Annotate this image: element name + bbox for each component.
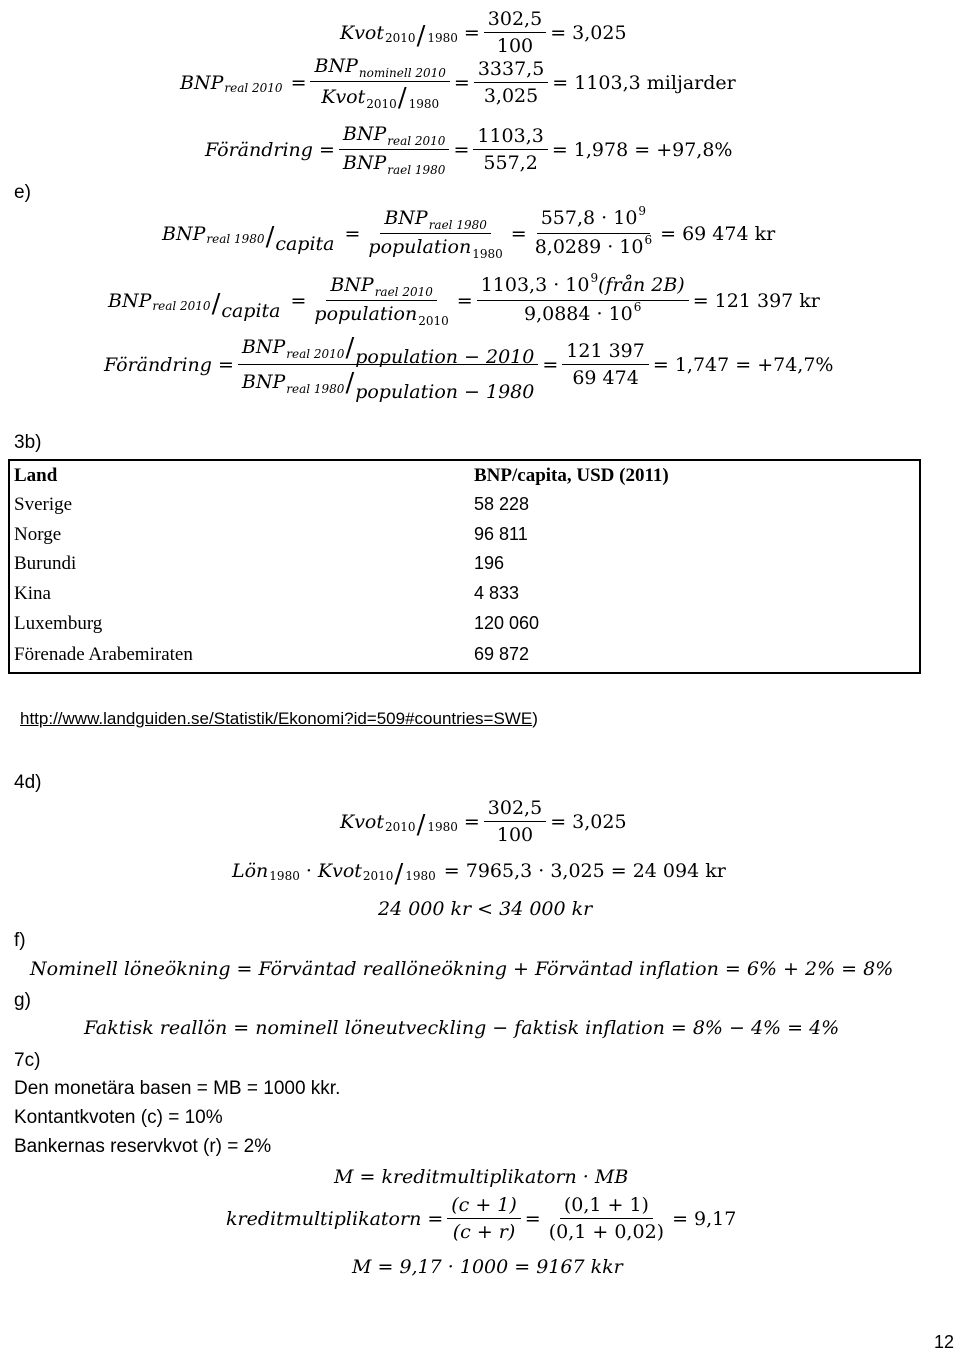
bnp-symbol: BNP [108, 289, 152, 312]
equals: = [456, 289, 473, 312]
lon-subscript: 1980 [269, 869, 300, 883]
capita-label: capita [275, 232, 335, 255]
lon-equation: Lön 1980 · Kvot 2010 / 1980 = 7965,3 · 3,025 = 24 094 kr [232, 859, 726, 889]
exponent: 9 [590, 271, 599, 285]
credit-multiplier-equation [226, 1194, 736, 1243]
money-supply-result: M = 9,17 · 1000 = 9167 kkr [352, 1256, 623, 1278]
header-value: BNP/capita, USD (2011) [474, 465, 669, 486]
frac-denominator: 100 [496, 824, 534, 846]
equals: = [217, 353, 234, 376]
forandring-label: Förändring [205, 138, 313, 161]
exponent: 9 [638, 204, 647, 218]
bnp-subscript: real 2010 [286, 347, 345, 361]
frac-denominator [310, 301, 452, 327]
table-row [9, 638, 920, 673]
salary-comparison: 24 000 kr < 34 000 kr [378, 898, 593, 920]
value-fraction [531, 204, 656, 260]
kvot-subscript: 2010 [385, 30, 416, 45]
bnp-capita-1980-equation: BNP real 1980 / capita = $\frac{BNP_{rael 1980}}{population_{1980}}$ = $\frac{557,8 \cdot 10^9}{8,0289 \cdot 10^6}$ = 69 474 kr [162, 204, 776, 261]
result-b: = 1,978 = +97,8% [551, 138, 733, 161]
exponent: 6 [644, 233, 653, 247]
bnp-subscript: real 1980 [286, 382, 345, 396]
frac-numerator: 302,5 [484, 8, 546, 33]
per-capita-ratio-fraction [238, 333, 538, 403]
frac-denominator: 100 [496, 35, 534, 57]
label-7c: 7c) [14, 1050, 41, 1071]
equals: = [427, 1207, 444, 1230]
forandring-label: Förändring [104, 353, 212, 376]
bnp-symbol: BNP [314, 55, 358, 77]
kvot-fraction [484, 797, 546, 846]
population-subscript: 1980 [472, 247, 503, 261]
frac-denominator: (c + r) [452, 1221, 516, 1243]
bnp-symbol: BNP [162, 222, 206, 245]
frac-numerator [339, 123, 450, 150]
credit-multiplier-result: = 9,17 [672, 1207, 737, 1230]
cell-value: 120 060 [474, 612, 540, 633]
bnp-symbol: BNP [342, 123, 387, 145]
equals: = [290, 289, 307, 312]
label-e: e) [14, 182, 31, 203]
bnp-per-pop-fraction [310, 274, 452, 327]
value-fraction [477, 271, 689, 327]
real-wage-equation: Faktisk reallön = nominell löneutveckling − faktisk inflation = 8% − 4% = 4% [84, 1017, 840, 1039]
equals: = [453, 71, 470, 94]
source-line [20, 709, 538, 729]
kvot-symbol: Kvot [340, 810, 385, 833]
cell-value: 196 [474, 553, 505, 574]
equals: = [510, 222, 527, 245]
numerator-text: 1103,3 · 10 [480, 274, 590, 296]
cell-value: 96 811 [474, 523, 528, 544]
result-a: = 1103,3 miljarder [552, 71, 736, 94]
population-label: population [314, 303, 418, 325]
equals: = [463, 810, 480, 833]
frac-numerator: 3337,5 [474, 58, 548, 83]
frac-numerator [310, 55, 449, 82]
population-subscript: 2010 [418, 314, 449, 328]
cell-value: 4 833 [474, 583, 520, 604]
frac-denominator: 557,2 [483, 152, 538, 174]
bnp-symbol: BNP [384, 207, 428, 229]
result-c: = 69 474 kr [660, 222, 776, 245]
kvot-result: = 3,025 [550, 810, 627, 833]
cell-land: Luxemburg [14, 612, 103, 634]
kvot-equation-4d: Kvot 2010 / 1980 = $\frac{302,5}{100}$ = 3,025 [340, 797, 627, 846]
frac-denominator [520, 301, 645, 327]
forandring-equation-1 [205, 123, 732, 176]
table-row [9, 608, 920, 638]
frac-numerator [326, 274, 437, 301]
result-d: = 121 397 kr [692, 289, 820, 312]
bnp-subscript: rael 2010 [374, 285, 433, 299]
kvot-subscript: 2010 [362, 869, 394, 883]
cell-land: Kina [14, 583, 51, 605]
lon-symbol: Lön [232, 860, 269, 882]
frac-numerator: 302,5 [484, 797, 546, 822]
value-fraction [473, 125, 547, 174]
frac-denominator [364, 234, 506, 260]
kvot-equation-e: Kvot 2010 / 1980 = $\frac{302,5}{100}$ = 3,025 [340, 8, 627, 57]
header-land: Land [14, 465, 58, 486]
bnp-real-2010-equation [180, 55, 736, 113]
frac-numerator [380, 207, 491, 234]
frac-numerator: (c + 1) [447, 1194, 521, 1219]
bnp-subscript: real 1980 [206, 231, 265, 246]
label-g: g) [14, 990, 31, 1011]
capita-label: capita [221, 299, 281, 322]
bnp-capita-2010-equation: BNP real 2010 / capita = $\frac{BNP_{rael 2010}}{population_{2010}}$ = $\frac{1103,3 \cdot 10^9(från 2B)}{9,0884 \cdot 10^6}$ = 121 397 kr [108, 271, 820, 328]
cell-value: 69 872 [474, 644, 530, 665]
bnp-subscript: nominell 2010 [358, 66, 446, 80]
credit-multiplier-label: kreditmultiplikatorn [226, 1207, 422, 1230]
frac-denominator: $BNP_{real 1980}$/population − 1980 [241, 368, 535, 403]
population-label: population [368, 236, 472, 258]
bnp-symbol: BNP [241, 336, 286, 358]
bnp-subscript: rael 1980 [387, 163, 446, 177]
population-2010: population − 2010 [355, 346, 535, 368]
numerator-note: (från 2B) [598, 274, 685, 296]
table-row [9, 579, 920, 609]
frac-denominator [531, 234, 656, 260]
bnp-subscript: real 2010 [224, 80, 283, 95]
kvot-subscript: 2010 [366, 97, 397, 111]
numeric-fraction [545, 1194, 668, 1243]
table-row [9, 520, 920, 550]
reserve-ratio-line: Bankernas reservkvot (r) = 2% [14, 1136, 272, 1157]
bnp-subscript: rael 1980 [428, 218, 487, 232]
cell-land: Förenade Arabemiraten [14, 644, 193, 666]
bnp-subscript: real 2010 [152, 298, 211, 313]
population-1980: population − 1980 [355, 381, 535, 403]
kvot-symbol: Kvot [340, 21, 385, 44]
value-fraction [562, 340, 649, 389]
label-3b: 3b) [14, 432, 42, 453]
lon-result: = 7965,3 · 3,025 = 24 094 kr [443, 860, 726, 882]
bnp-ratio-fraction [339, 123, 450, 176]
kvot-fraction [484, 8, 546, 57]
result-e: = 1,747 = +74,7% [652, 353, 834, 376]
bnp-symbol: BNP [180, 71, 224, 94]
frac-denominator: 3,025 [483, 85, 539, 107]
bnp-symbol: BNP [342, 152, 387, 174]
source-link[interactable]: http://www.landguiden.se/Statistik/Ekonomi?id=509#countries=SWE [20, 709, 533, 728]
cell-land: Burundi [14, 553, 77, 575]
equals: = [463, 21, 480, 44]
bnp-subscript: real 2010 [387, 134, 446, 148]
kvot-symbol: Kvot [321, 86, 366, 108]
table-header-row [9, 460, 920, 490]
frac-denominator: Kvot$_{2010}$/ $_{1980}$ [321, 83, 440, 113]
exponent: 6 [633, 300, 642, 314]
frac-numerator [477, 271, 689, 301]
kvot-subscript: 2010 [385, 819, 416, 834]
equals: = [524, 1207, 541, 1230]
frac-numerator: $BNP_{real 2010}$/population − 2010 [238, 334, 538, 365]
frac-denominator: 69 474 [572, 367, 639, 389]
equals: = [290, 71, 307, 94]
bnp-per-pop-fraction [364, 207, 506, 260]
kvot-denominator-year: 1980 [427, 819, 458, 834]
source-paren: ) [532, 709, 538, 728]
frac-denominator: (0,1 + 0,02) [548, 1221, 665, 1243]
kvot-result: = 3,025 [550, 21, 627, 44]
kvot-symbol: Kvot [317, 860, 362, 882]
nominal-wage-equation: Nominell löneökning = Förväntad reallöneökning + Förväntad inflation = 6% + 2% = 8% [30, 958, 894, 980]
denominator-text: 8,0289 · 10 [534, 236, 644, 258]
cell-land: Sverige [14, 494, 73, 516]
cell-land: Norge [14, 523, 62, 545]
frac-numerator: 121 397 [562, 340, 649, 365]
forandring-equation-2 [104, 333, 834, 403]
symbolic-fraction [447, 1194, 521, 1243]
equals: = [453, 138, 470, 161]
denominator-text: 9,0884 · 10 [523, 303, 633, 325]
cell-value: 58 228 [474, 494, 530, 515]
kvot-denominator-year: 1980 [408, 97, 440, 111]
label-4d: 4d) [14, 772, 42, 793]
page-number: 12 [934, 1332, 955, 1352]
money-supply-formula: M = kreditmultiplikatorn · MB [334, 1166, 629, 1188]
frac-numerator: (0,1 + 1) [560, 1194, 653, 1219]
equals: = [318, 138, 335, 161]
value-fraction [474, 58, 548, 107]
numerator-text: 557,8 · 10 [540, 207, 638, 229]
cash-ratio-line: Kontantkvoten (c) = 10% [14, 1107, 223, 1128]
bnp-capita-table [8, 459, 921, 674]
label-f: f) [14, 930, 26, 951]
frac-numerator: 1103,3 [473, 125, 547, 150]
bnp-symbol: BNP [241, 371, 286, 393]
frac-numerator [537, 204, 650, 234]
bnp-fraction [310, 55, 449, 113]
equals: = [542, 353, 559, 376]
dot-operator: · [305, 860, 312, 882]
frac-denominator [339, 150, 450, 176]
kvot-denominator-year: 1980 [405, 869, 436, 883]
bnp-symbol: BNP [330, 274, 374, 296]
table-row [9, 549, 920, 579]
table-row [9, 490, 920, 520]
monetary-base-line: Den monetära basen = MB = 1000 kkr. [14, 1078, 341, 1099]
equals: = [344, 222, 361, 245]
kvot-denominator-year: 1980 [427, 30, 458, 45]
